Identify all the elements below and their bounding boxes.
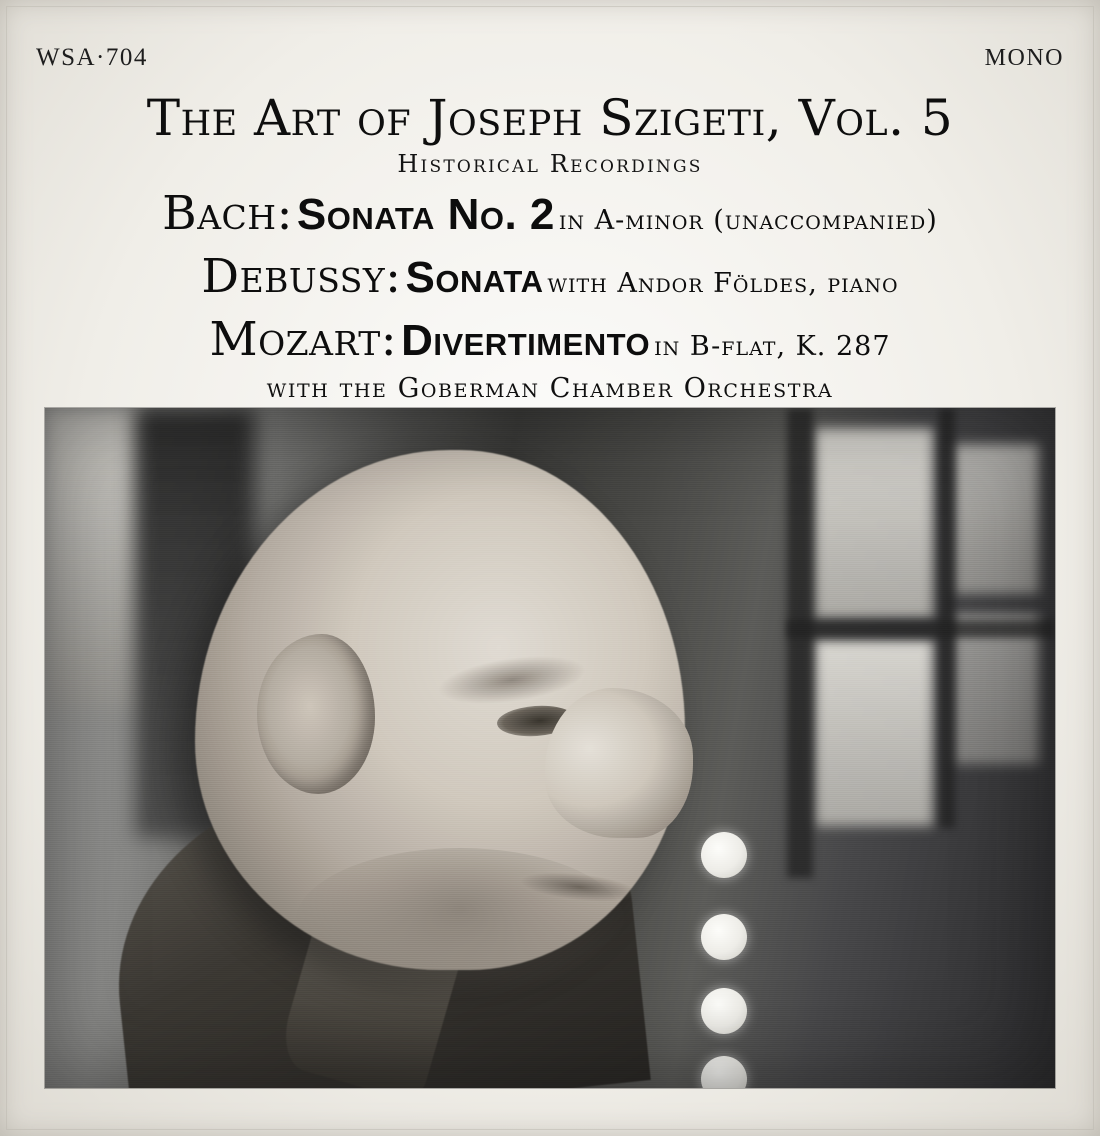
- light-spot: [701, 832, 747, 878]
- piece-detail: in A-minor (unaccompanied): [558, 205, 938, 236]
- album-title: The Art of Joseph Szigeti, Vol. 5: [146, 89, 954, 147]
- composer-name: Bach:: [162, 186, 293, 241]
- light-spot: [701, 914, 747, 960]
- work-line-1: [0, 186, 1100, 241]
- composer-name: Debussy:: [201, 249, 402, 304]
- portrait-nose: [545, 688, 693, 838]
- piece-title: Divertimento: [401, 316, 651, 365]
- composer-name: Mozart:: [209, 312, 398, 367]
- work-line-3: [0, 312, 1100, 367]
- window-pane: [815, 428, 933, 618]
- piece-title: Sonata No. 2: [296, 190, 555, 239]
- album-subtitle: Historical Recordings: [397, 150, 703, 178]
- cover-photo: [45, 408, 1055, 1088]
- piece-detail: in B-flat, K. 287: [654, 331, 891, 362]
- light-spot: [701, 988, 747, 1034]
- window-pane: [815, 640, 933, 826]
- piece-title: Sonata: [405, 253, 544, 302]
- background-light-band: [45, 408, 141, 708]
- window-mullion: [787, 620, 1055, 638]
- photo-background: [45, 408, 1055, 1088]
- work-line-2: [0, 249, 1100, 304]
- header: [0, 38, 1100, 78]
- title-block: [0, 89, 1100, 404]
- light-spot: [701, 1056, 747, 1088]
- portrait-jaw-shadow: [295, 848, 625, 998]
- format-label: MONO: [984, 44, 1064, 71]
- window-pane: [953, 444, 1039, 594]
- window-mullion: [787, 408, 813, 878]
- portrait-ear: [257, 634, 375, 794]
- ensemble-credit: with the Goberman Chamber Orchestra: [266, 373, 834, 404]
- piece-detail: with Andor Földes, piano: [547, 268, 899, 299]
- catalog-number: WSA·704: [36, 44, 148, 71]
- window-mullion: [939, 408, 955, 828]
